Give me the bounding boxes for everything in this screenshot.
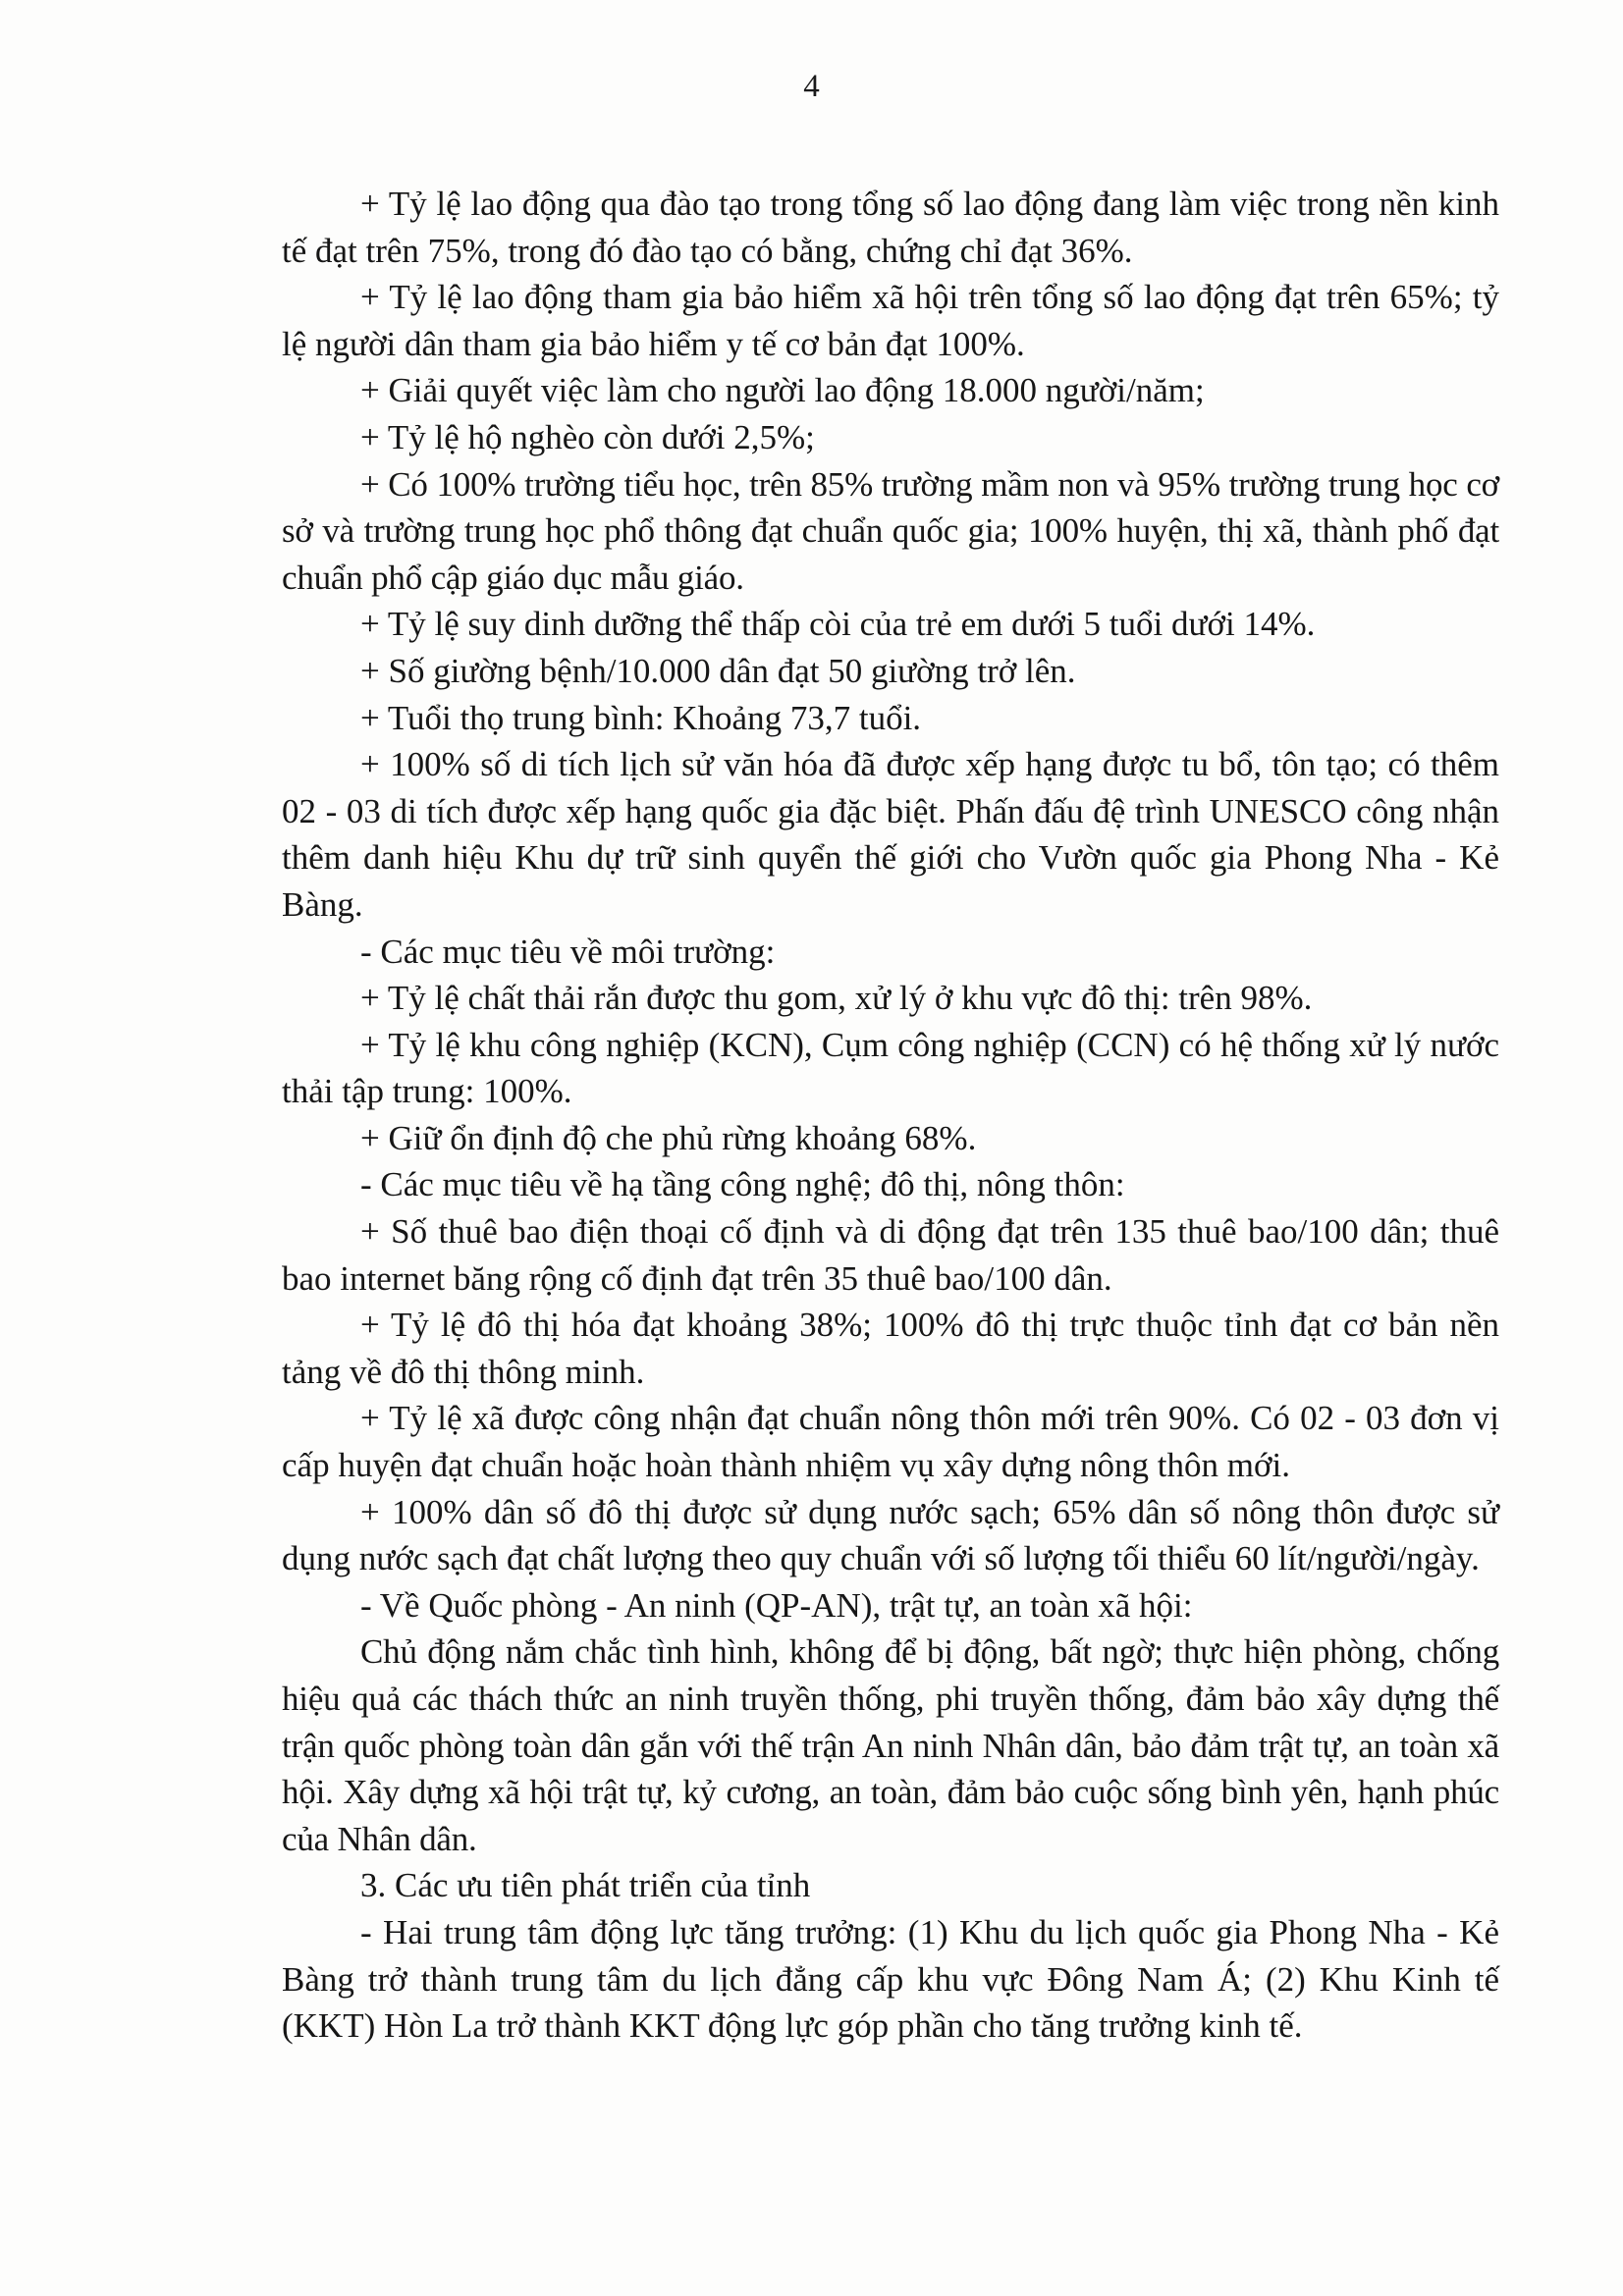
paragraph-defense-heading: - Về Quốc phòng - An ninh (QP-AN), trật tự, an toàn xã hội: <box>360 1585 1193 1625</box>
page-number: 4 <box>803 69 820 104</box>
paragraph-hospital-beds: + Số giường bệnh/10.000 dân đạt 50 giường trở lên. <box>360 651 1076 690</box>
paragraph-employment: + Giải quyết việc làm cho người lao động 18.000 người/năm; <box>360 371 1205 410</box>
paragraph-environment-heading: - Các mục tiêu về môi trường: <box>360 932 776 971</box>
paragraph-schools: + Có 100% trường tiểu học, trên 85% trường mầm non và 95% trường trung học cơ sở và trường trung học phổ thông đạt chuẩn quốc gia; 100% huyện, thị xã, thành phố đạt chuẩn phổ cập giáo dục mẫu giáo. <box>282 464 1499 597</box>
paragraph-social-insurance: + Tỷ lệ lao động tham gia bảo hiểm xã hội trên tổng số lao động đạt trên 65%; tỷ lệ người dân tham gia bảo hiểm y tế cơ bản đạt 100%. <box>282 278 1499 363</box>
section-heading-priorities: 3. Các ưu tiên phát triển của tỉnh <box>360 1866 811 1905</box>
paragraph-heritage: + 100% số di tích lịch sử văn hóa đã được xếp hạng được tu bổ, tôn tạo; có thêm 02 - 03 di tích được xếp hạng quốc gia đặc biệt. Phấn đấu đệ trình UNESCO công nhận thêm danh hiệu Khu dự trữ sinh quyển thế giới cho Vườn quốc gia Phong Nha - Kẻ Bàng. <box>282 745 1499 924</box>
paragraph-trained-labor: + Tỷ lệ lao động qua đào tạo trong tổng số lao động đang làm việc trong nền kinh tế đạt trên 75%, trong đó đào tạo có bằng, chứng chỉ đạt 36%. <box>282 185 1499 270</box>
paragraph-malnutrition: + Tỷ lệ suy dinh dưỡng thể thấp còi của trẻ em dưới 5 tuổi dưới 14%. <box>360 605 1316 644</box>
paragraph-forest-cover: + Giữ ổn định độ che phủ rừng khoảng 68%. <box>360 1118 977 1157</box>
paragraph-poverty-rate: + Tỷ lệ hộ nghèo còn dưới 2,5%; <box>360 417 815 456</box>
paragraph-urbanization: + Tỷ lệ đô thị hóa đạt khoảng 38%; 100% đô thị trực thuộc tỉnh đạt cơ bản nền tảng về đô thị thông minh. <box>282 1306 1499 1391</box>
paragraph-clean-water: + 100% dân số đô thị được sử dụng nước sạch; 65% dân số nông thôn được sử dụng nước sạch đạt chất lượng theo quy chuẩn với số lượng tối thiểu 60 lít/người/ngày. <box>282 1492 1499 1578</box>
document-body <box>282 181 1499 2050</box>
paragraph-life-expectancy: + Tuổi thọ trung bình: Khoảng 73,7 tuổi. <box>360 698 922 737</box>
paragraph-defense-body: Chủ động nắm chắc tình hình, không để bị động, bất ngờ; thực hiện phòng, chống hiệu quả các thách thức an ninh truyền thống, phi truyền thống, đảm bảo xây dựng thế trận quốc phòng toàn dân gắn với thế trận An ninh Nhân dân, bảo đảm trật tự, an toàn xã hội. Xây dựng xã hội trật tự, kỷ cương, an toàn, đảm bảo cuộc sống bình yên, hạnh phúc của Nhân dân. <box>282 1632 1499 1858</box>
paragraph-infrastructure-heading: - Các mục tiêu về hạ tầng công nghệ; đô thị, nông thôn: <box>360 1165 1125 1204</box>
paragraph-growth-centers: - Hai trung tâm động lực tăng trưởng: (1) Khu du lịch quốc gia Phong Nha - Kẻ Bàng trở thành trung tâm du lịch đẳng cấp khu vực Đông Nam Á; (2) Khu Kinh tế (KKT) Hòn La trở thành KKT động lực góp phần cho tăng trưởng kinh tế. <box>282 1912 1499 2046</box>
paragraph-telecom: + Số thuê bao điện thoại cố định và di động đạt trên 135 thuê bao/100 dân; thuê bao internet băng rộng cố định đạt trên 35 thuê bao/100 dân. <box>282 1212 1499 1298</box>
paragraph-new-rural: + Tỷ lệ xã được công nhận đạt chuẩn nông thôn mới trên 90%. Có 02 - 03 đơn vị cấp huyện đạt chuẩn hoặc hoàn thành nhiệm vụ xây dựng nông thôn mới. <box>282 1399 1499 1485</box>
paragraph-wastewater: + Tỷ lệ khu công nghiệp (KCN), Cụm công nghiệp (CCN) có hệ thống xử lý nước thải tập trung: 100%. <box>282 1025 1499 1111</box>
paragraph-solid-waste: + Tỷ lệ chất thải rắn được thu gom, xử lý ở khu vực đô thị: trên 98%. <box>360 979 1313 1018</box>
